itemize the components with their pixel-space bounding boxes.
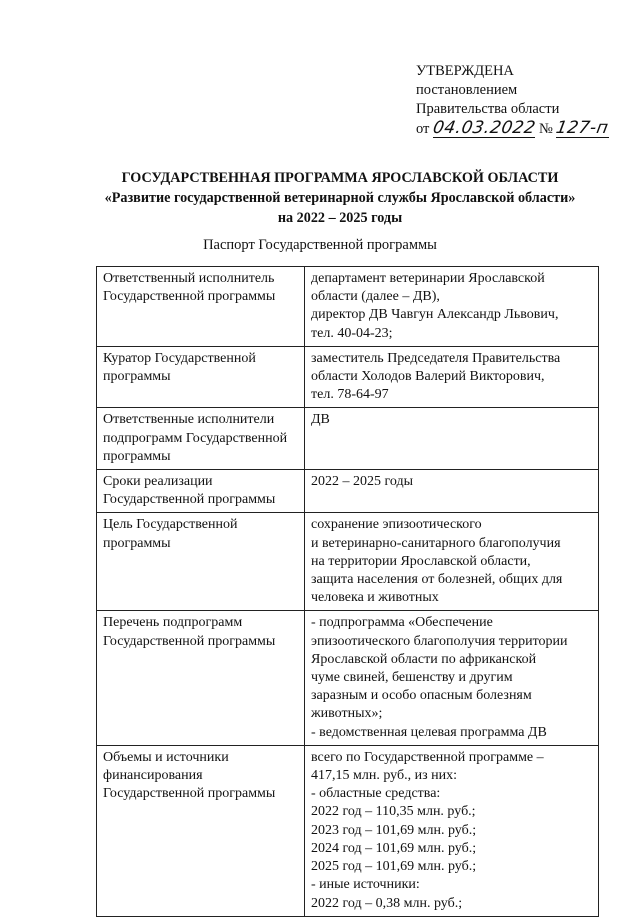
row-value — [305, 408, 599, 470]
date-number-line — [416, 119, 609, 139]
value-line: 2022 год – 0,38 млн. руб.; — [311, 895, 463, 911]
passport-heading: Паспорт Государственной программы — [203, 237, 437, 253]
value-line: эпизоотического благополучия территории — [311, 633, 568, 649]
value-line: ДВ — [311, 412, 330, 428]
value-line: заместитель Председателя Правительства — [311, 350, 561, 366]
row-value — [305, 470, 599, 513]
passport-table — [96, 266, 599, 917]
value-line: 2024 год – 101,69 млн. руб.; — [311, 840, 477, 856]
title-line-1: ГОСУДАРСТВЕННАЯ ПРОГРАММА ЯРОСЛАВСКОЙ ОБЛАСТИ — [121, 170, 559, 186]
value-line: чуме свиней, бешенству и другим — [311, 670, 513, 686]
row-value — [305, 745, 599, 916]
table-row — [97, 408, 599, 470]
table-row — [97, 470, 599, 513]
from-label: от — [416, 121, 430, 137]
row-label: Сроки реализации Государственной программы — [97, 470, 305, 513]
row-label: Объемы и источники финансирования Государственной программы — [97, 745, 305, 916]
value-line: на территории Ярославской области, — [311, 553, 531, 569]
table-row — [97, 346, 599, 408]
table-row — [97, 267, 599, 347]
table-row — [97, 513, 599, 611]
row-value — [305, 513, 599, 611]
value-line: 2022 – 2025 годы — [311, 474, 414, 490]
value-line: 2023 год – 101,69 млн. руб.; — [311, 822, 477, 838]
value-line: тел. 40-04-23; — [311, 325, 393, 341]
value-line: человека и животных — [311, 590, 439, 606]
value-line: 2022 год – 110,35 млн. руб.; — [311, 804, 476, 820]
value-line: - подпрограмма «Обеспечение — [311, 615, 493, 631]
title-line-2: «Развитие государственной ветеринарной службы Ярославской области» — [104, 190, 576, 206]
government-label: Правительства области — [416, 101, 560, 117]
resolution-label: постановлением — [416, 82, 518, 98]
row-label: Перечень подпрограмм Государственной программы — [97, 611, 305, 745]
number-label: № — [539, 121, 553, 137]
document-title — [40, 168, 640, 228]
value-line: тел. 78-64-97 — [311, 387, 389, 403]
value-line: области Холодов Валерий Викторович, — [311, 369, 545, 385]
value-line: 417,15 млн. руб., из них: — [311, 768, 457, 784]
row-value — [305, 267, 599, 347]
value-line: Ярославской области по африканской — [311, 651, 537, 667]
handwritten-number: 127-п — [554, 118, 611, 138]
row-label: Куратор Государственной программы — [97, 346, 305, 408]
approval-stamp-block — [416, 62, 609, 139]
row-label: Цель Государственной программы — [97, 513, 305, 611]
value-line: области (далее – ДВ), — [311, 289, 440, 305]
value-line: заразным и особо опасным болезням — [311, 688, 532, 704]
value-line: департамент ветеринарии Ярославской — [311, 271, 545, 286]
value-line: животных»; — [311, 706, 383, 722]
value-line: директор ДВ Чавгун Александр Львович, — [311, 307, 559, 323]
value-line: всего по Государственной программе – — [311, 749, 544, 765]
value-line: 2025 год – 101,69 млн. руб.; — [311, 859, 477, 875]
approved-label: УТВЕРЖДЕНА — [416, 63, 514, 79]
table-row — [97, 745, 599, 916]
table-row — [97, 611, 599, 745]
handwritten-date: 04.03.2022 — [431, 118, 538, 138]
title-line-3: на 2022 – 2025 годы — [277, 210, 403, 226]
row-label: Ответственные исполнители подпрограмм Государственной программы — [97, 408, 305, 470]
value-line: - иные источники: — [311, 877, 420, 893]
row-value — [305, 346, 599, 408]
value-line: и ветеринарно-санитарного благополучия — [311, 535, 561, 551]
row-value — [305, 611, 599, 745]
value-line: - ведомственная целевая программа ДВ — [311, 724, 547, 740]
row-label: Ответственный исполнитель Государственной программы — [97, 267, 305, 347]
value-line: сохранение эпизоотического — [311, 517, 482, 533]
value-line: - областные средства: — [311, 786, 441, 802]
value-line: защита населения от болезней, общих для — [311, 572, 563, 588]
